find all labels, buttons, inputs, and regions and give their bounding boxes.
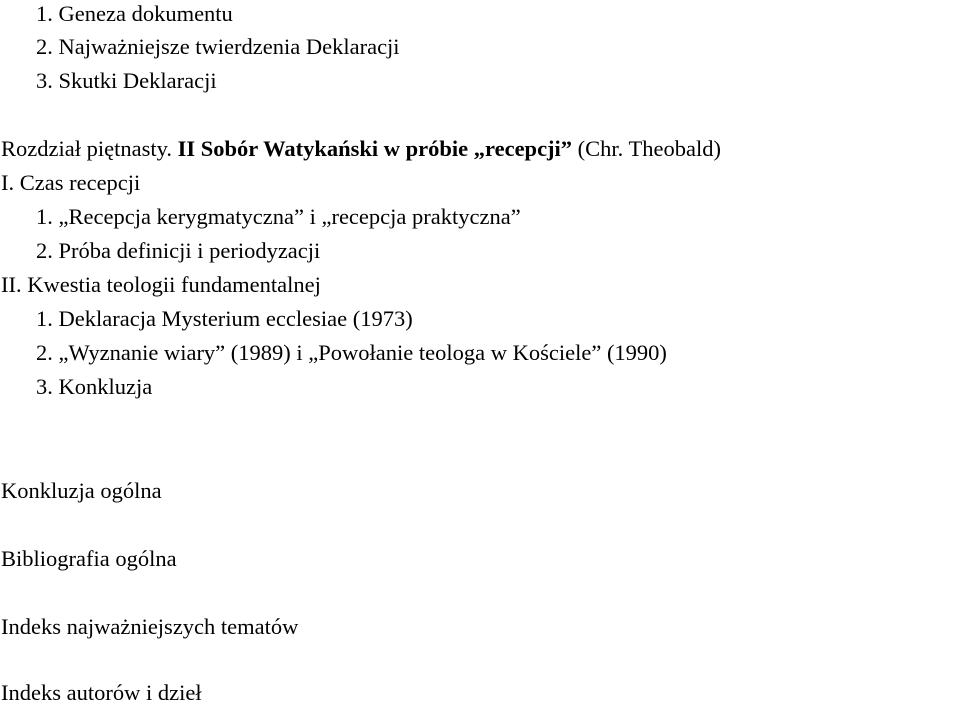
back-matter-item: Indeks najważniejszych tematów — [1, 614, 299, 639]
toc-item: 3. Skutki Deklaracji — [36, 68, 217, 93]
subsection-item: 2. „Wyznanie wiary” (1989) i „Powołanie teologa w Kościele” (1990) — [36, 340, 667, 365]
subsection-item: 1. Deklaracja Mysterium ecclesiae (1973) — [36, 306, 413, 331]
subsection-item: 1. „Recepcja kerygmatyczna” i „recepcja praktyczna” — [36, 204, 521, 229]
section-heading: II. Kwestia teologii fundamentalnej — [1, 272, 321, 297]
subsection-item: 3. Konkluzja — [36, 374, 153, 399]
chapter-author: (Chr. Theobald) — [572, 136, 721, 161]
chapter-title: II Sobór Watykański w próbie „recepcji” — [177, 136, 573, 161]
back-matter-item: Bibliografia ogólna — [1, 546, 177, 571]
toc-item: 2. Najważniejsze twierdzenia Deklaracji — [36, 34, 400, 59]
section-heading: I. Czas recepcji — [1, 170, 141, 195]
chapter-heading — [1, 136, 721, 162]
back-matter-item: Indeks autorów i dzieł — [1, 680, 202, 705]
toc-item: 1. Geneza dokumentu — [36, 1, 233, 26]
back-matter-item: Konkluzja ogólna — [1, 478, 162, 503]
subsection-item: 2. Próba definicji i periodyzacji — [36, 238, 321, 263]
chapter-number: Rozdział piętnasty. — [1, 136, 178, 161]
